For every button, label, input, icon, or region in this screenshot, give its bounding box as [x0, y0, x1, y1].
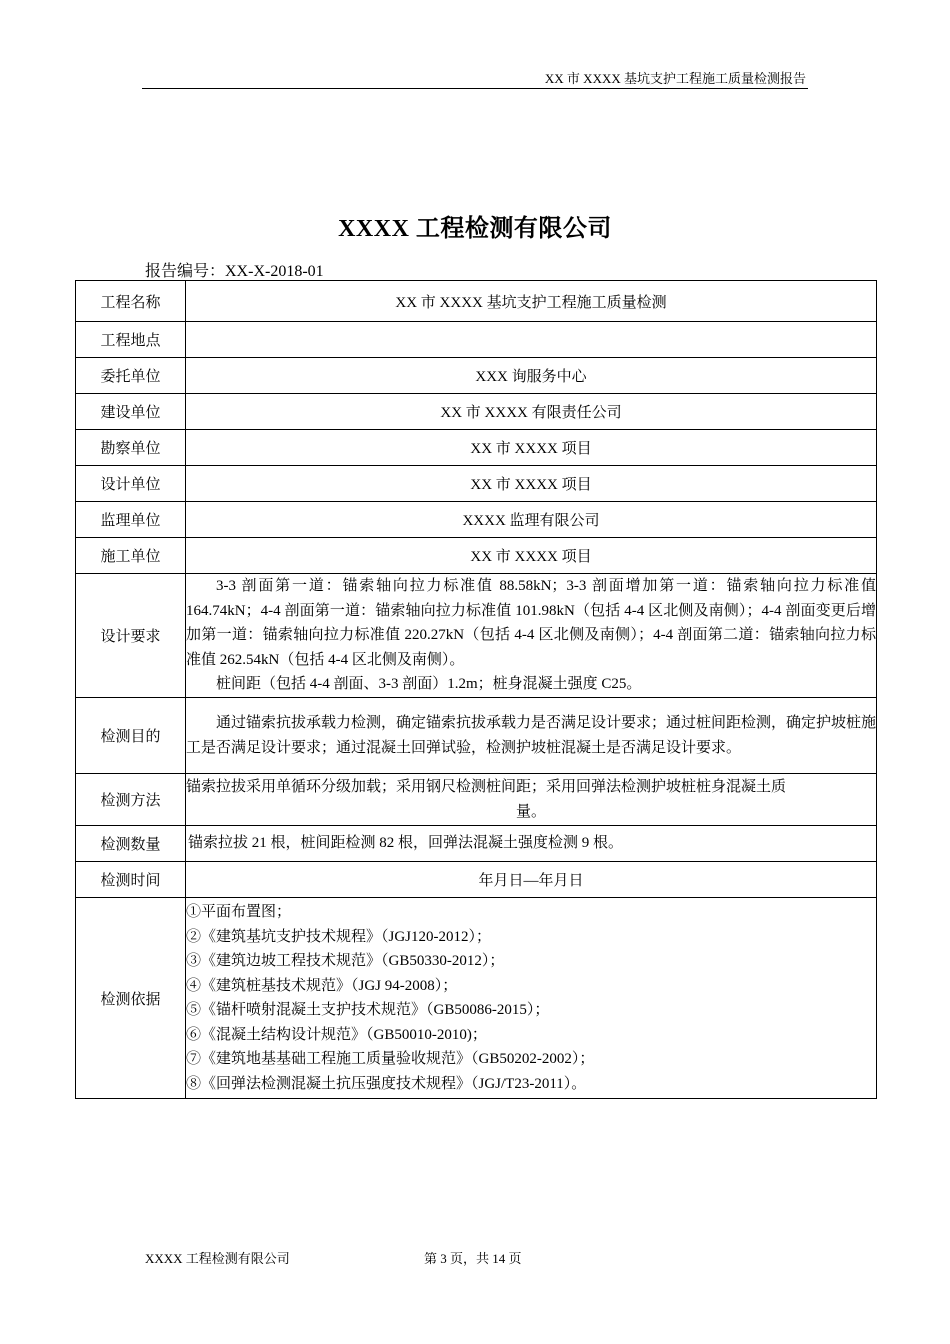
method-cell: [186, 774, 877, 826]
row-label: 检测依据: [76, 898, 186, 1099]
basis-cell: [186, 898, 877, 1099]
row-label: 工程地点: [76, 322, 186, 358]
basis-row: [76, 898, 877, 1099]
list-item: ⑧《回弹法检测混凝土抗压强度技术规程》（JGJ/T23-2011）。: [186, 1075, 587, 1092]
row-value: XX 市 XXXX 基坑支护工程施工质量检测: [186, 281, 877, 322]
table-row: [76, 430, 877, 466]
row-value: XX 市 XXXX 项目: [186, 430, 877, 466]
row-label: 建设单位: [76, 394, 186, 430]
list-item: ③《建筑边坡工程技术规范》（GB50330-2012）；: [186, 953, 505, 969]
footer-page-number: 第 3 页，共 14 页: [424, 1251, 522, 1266]
row-label: 检测方法: [76, 774, 186, 826]
info-table: [75, 280, 877, 1099]
purpose-text: 通过锚索抗拔承载力检测，确定锚索抗拔承载力是否满足设计要求；通过桩间距检测，确定护坡桩施工是否满足设计要求；通过混凝土回弹试验，检测护坡桩混凝土是否满足设计要求。: [186, 715, 877, 756]
row-value: XXX 询服务中心: [186, 358, 877, 394]
quantity-text: 锚索拉拔 21 根，桩间距检测 82 根，回弹法混凝土强度检测 9 根。: [186, 826, 877, 862]
row-label: 勘察单位: [76, 430, 186, 466]
table-row: [76, 394, 877, 430]
row-value: XX 市 XXXX 项目: [186, 538, 877, 574]
table-row: [76, 502, 877, 538]
design-requirements-para1: 3-3 剖面第一道：锚索轴向拉力标准值 88.58kN；3-3 剖面增加第一道：锚索轴向拉力标准值 164.74kN；4-4 剖面第一道：锚索轴向拉力标准值 101.98kN（包括 4-4 区北侧及南侧）；4-4 剖面变更后增加第一道：锚索轴向拉力标准值 220.27kN（包括 4-4 区北侧及南侧）；4-4 剖面第二道：锚索轴向拉力标准值 262.54kN（包括 4-4 区北侧及南侧）。: [186, 578, 876, 668]
running-title: XX 市 XXXX 基坑支护工程施工质量检测报告: [544, 71, 806, 86]
row-label: 检测数量: [76, 826, 186, 862]
list-item: ⑤《锚杆喷射混凝土支护技术规范》（GB50086-2015）；: [186, 1002, 550, 1018]
time-row: [76, 862, 877, 898]
row-value: [186, 322, 877, 358]
design-requirements-para2: 桩间距（包括 4-4 剖面、3-3 剖面）1.2m；桩身混凝土强度 C25。: [216, 676, 642, 693]
list-item: ④《建筑桩基技术规范》（JGJ 94-2008）；: [186, 977, 458, 994]
row-label: 设计要求: [76, 574, 186, 698]
table-row: [76, 538, 877, 574]
time-text: 年月日—年月日: [186, 862, 877, 898]
company-title: XXXX 工程检测有限公司: [338, 216, 612, 242]
purpose-row: [76, 698, 877, 774]
row-label: 工程名称: [76, 281, 186, 322]
footer-company: XXXX 工程检测有限公司: [145, 1251, 290, 1266]
row-label: 监理单位: [76, 502, 186, 538]
row-value: XX 市 XXXX 有限责任公司: [186, 394, 877, 430]
list-item: ⑦《建筑地基基础工程施工质量验收规范》（GB50202-2002）；: [186, 1051, 595, 1067]
row-value: XXXX 监理有限公司: [186, 502, 877, 538]
report-number: 报告编号：XX-X-2018-01: [145, 263, 324, 280]
row-label: 检测时间: [76, 862, 186, 898]
table-row: [76, 322, 877, 358]
list-item: ②《建筑基坑支护技术规程》（JGJ120-2012）；: [186, 928, 492, 945]
purpose-cell: [186, 698, 877, 774]
method-text-line1: 锚索拉拔采用单循环分级加载；采用钢尺检测桩间距；采用回弹法检测护坡桩桩身混凝土质: [186, 779, 787, 795]
quantity-row: [76, 826, 877, 862]
page-header: [142, 64, 808, 89]
design-requirements-cell: [186, 574, 877, 698]
list-item: ①平面布置图；: [186, 904, 292, 920]
row-label: 设计单位: [76, 466, 186, 502]
table-row: [76, 281, 877, 322]
method-text-line2: 量。: [515, 803, 546, 820]
design-requirements-row: [76, 574, 877, 698]
method-row: [76, 774, 877, 826]
table-row: [76, 358, 877, 394]
row-value: XX 市 XXXX 项目: [186, 466, 877, 502]
row-label: 检测目的: [76, 698, 186, 774]
row-label: 施工单位: [76, 538, 186, 574]
table-row: [76, 466, 877, 502]
row-label: 委托单位: [76, 358, 186, 394]
list-item: ⑥《混凝土结构设计规范》（GB50010-2010)；: [186, 1026, 487, 1043]
